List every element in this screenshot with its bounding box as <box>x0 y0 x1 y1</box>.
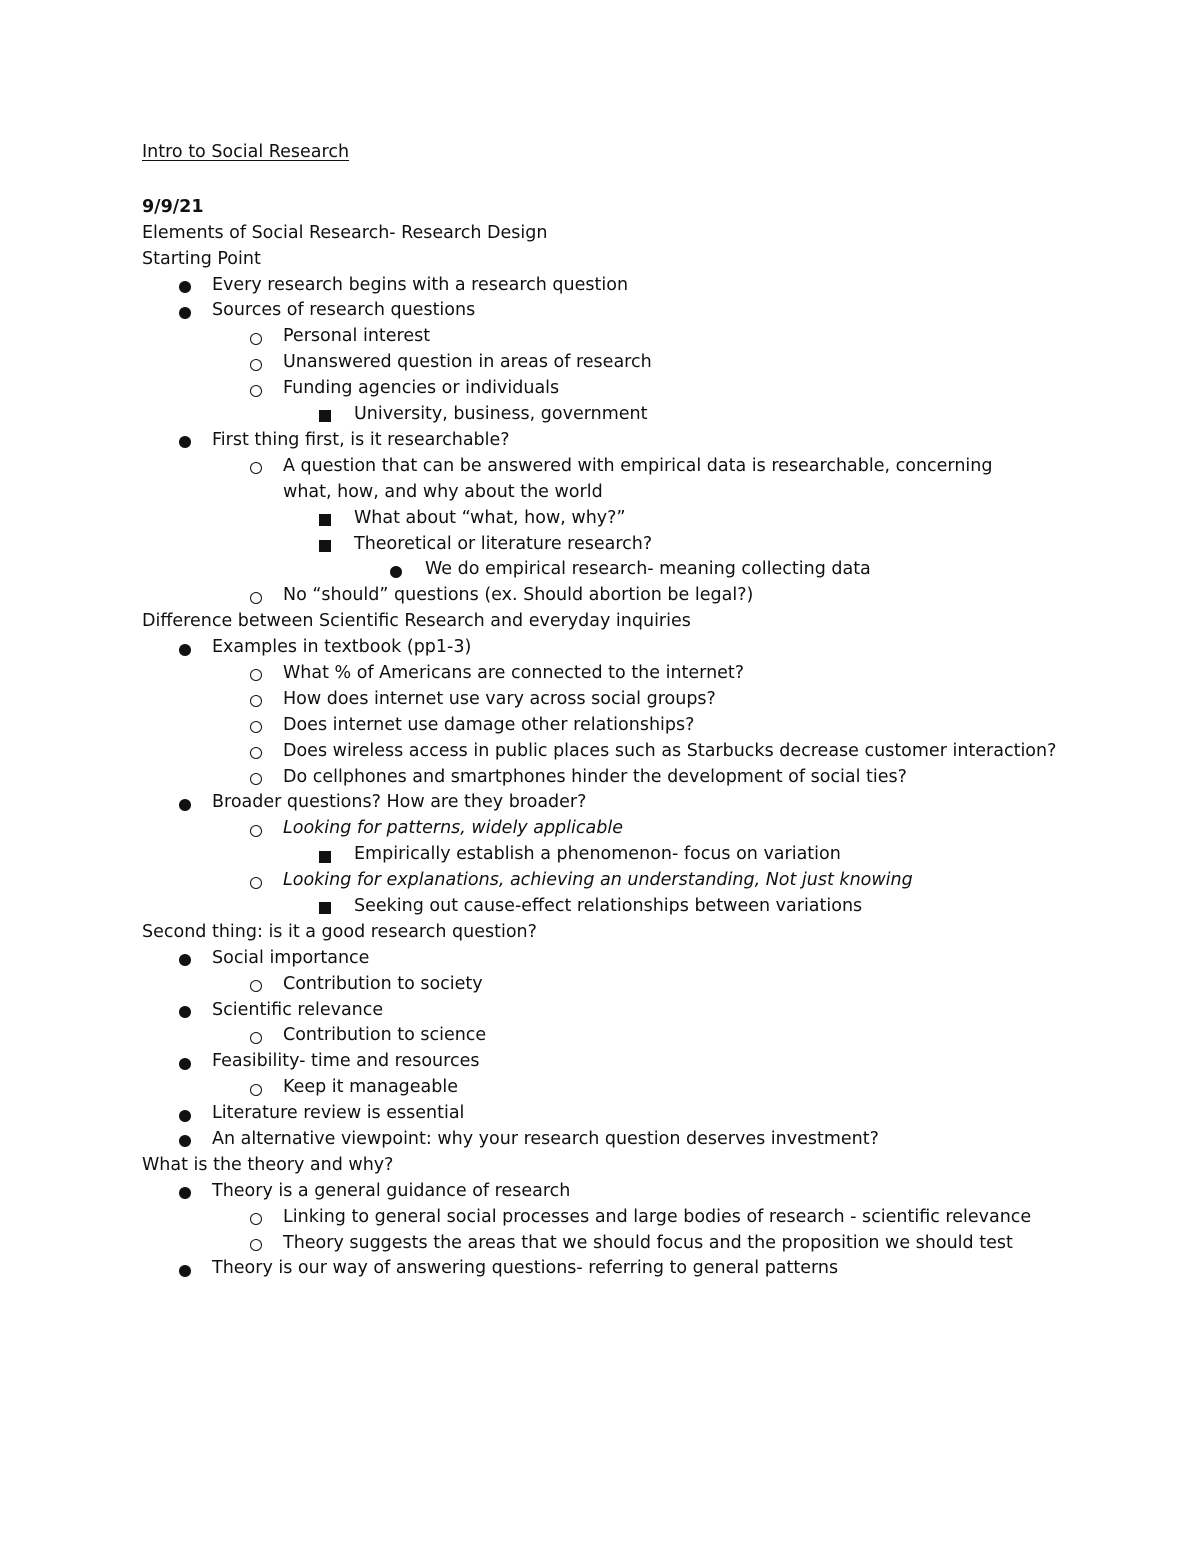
list-item-text: Funding agencies or individuals <box>283 378 560 399</box>
list-item-text: Empirically establish a phenomenon- focus on variation <box>354 844 841 865</box>
hollow-circle-bullet-icon <box>250 376 262 402</box>
list-item-text: Seeking out cause-effect relationships between variations <box>354 895 863 916</box>
list-item <box>142 583 1102 609</box>
list-item-text: Scientific relevance <box>212 999 384 1020</box>
list-item <box>142 661 1102 687</box>
filled-circle-bullet-icon <box>179 635 191 661</box>
list-item-text: Contribution to society <box>283 973 483 994</box>
list-item-text: What % of Americans are connected to the internet? <box>283 662 745 683</box>
filled-circle-bullet-icon <box>179 1049 191 1075</box>
list-item-text: Contribution to science <box>283 1025 487 1046</box>
hollow-circle-bullet-icon <box>250 454 262 480</box>
hollow-circle-bullet-icon <box>250 324 262 350</box>
list-item <box>142 402 1102 428</box>
list-item <box>142 765 1102 791</box>
section-heading: What is the theory and why? <box>142 1154 394 1175</box>
notes-body <box>142 140 1102 1282</box>
filled-circle-bullet-icon <box>179 1101 191 1127</box>
list-item-text: Looking for explanations, achieving an understanding, Not just knowing <box>283 870 913 891</box>
list-item <box>142 687 1102 713</box>
hollow-circle-bullet-icon <box>250 1231 262 1257</box>
filled-circle-bullet-icon <box>390 557 402 583</box>
list-item-text: Theory suggests the areas that we should focus and the proposition we should test <box>283 1232 1013 1253</box>
list-item <box>142 1231 1102 1257</box>
note-date: 9/9/21 <box>142 196 204 217</box>
list-item <box>142 273 1102 299</box>
list-item <box>142 713 1102 739</box>
hollow-circle-bullet-icon <box>250 816 262 842</box>
list-item <box>142 1023 1102 1049</box>
list-item-text: How does internet use vary across social groups? <box>283 688 716 709</box>
list-item <box>142 1256 1102 1282</box>
list-item-text: Linking to general social processes and large bodies of research - scientific relevance <box>283 1206 1032 1227</box>
list-item <box>142 739 1102 765</box>
filled-square-bullet-icon <box>319 506 331 532</box>
section-heading: Elements of Social Research- Research Design <box>142 222 548 243</box>
filled-circle-bullet-icon <box>179 298 191 324</box>
section-heading: Difference between Scientific Research and everyday inquiries <box>142 611 691 632</box>
list-item <box>142 1049 1102 1075</box>
hollow-circle-bullet-icon <box>250 1023 262 1049</box>
filled-square-bullet-icon <box>319 532 331 558</box>
list-item-text: An alternative viewpoint: why your research question deserves investment? <box>212 1128 879 1149</box>
filled-circle-bullet-icon <box>179 1179 191 1205</box>
list-item-text: Keep it manageable <box>283 1077 459 1098</box>
list-item-text: Looking for patterns, widely applicable <box>283 818 623 839</box>
list-item <box>142 1101 1102 1127</box>
list-item-text: We do empirical research- meaning collecting data <box>425 559 871 580</box>
hollow-circle-bullet-icon <box>250 868 262 894</box>
list-item <box>142 1127 1102 1153</box>
hollow-circle-bullet-icon <box>250 350 262 376</box>
list-item-text: Theoretical or literature research? <box>354 533 653 554</box>
document-title: Intro to Social Research <box>142 142 350 162</box>
list-item-text: Feasibility- time and resources <box>212 1051 480 1072</box>
list-item <box>142 376 1102 402</box>
spacer <box>142 166 1102 195</box>
hollow-circle-bullet-icon <box>250 713 262 739</box>
hollow-circle-bullet-icon <box>250 583 262 609</box>
hollow-circle-bullet-icon <box>250 739 262 765</box>
list-item <box>142 557 1102 583</box>
list-item-text: Theory is our way of answering questions- referring to general patterns <box>212 1258 839 1279</box>
list-item-text: Does internet use damage other relationships? <box>283 714 695 735</box>
filled-circle-bullet-icon <box>179 1127 191 1153</box>
filled-square-bullet-icon <box>319 842 331 868</box>
list-item-text: Every research begins with a research question <box>212 274 629 295</box>
list-item-text: Literature review is essential <box>212 1103 465 1124</box>
list-item <box>142 1075 1102 1101</box>
hollow-circle-bullet-icon <box>250 661 262 687</box>
section-heading: Starting Point <box>142 248 261 269</box>
filled-circle-bullet-icon <box>179 428 191 454</box>
filled-circle-bullet-icon <box>179 1256 191 1282</box>
filled-circle-bullet-icon <box>179 946 191 972</box>
section-heading: Second thing: is it a good research question? <box>142 921 537 942</box>
hollow-circle-bullet-icon <box>250 972 262 998</box>
list-item <box>142 946 1102 972</box>
list-item <box>142 790 1102 816</box>
list-item <box>142 972 1102 998</box>
list-item-text: Examples in textbook (pp1-3) <box>212 637 472 658</box>
list-item <box>142 324 1102 350</box>
list-item-text: Does wireless access in public places such as Starbucks decrease customer interaction? <box>283 740 1057 761</box>
list-item-text: Social importance <box>212 947 370 968</box>
list-item-text: Sources of research questions <box>212 300 476 321</box>
list-item-text: No “should” questions (ex. Should abortion be legal?) <box>283 585 754 606</box>
filled-circle-bullet-icon <box>179 273 191 299</box>
hollow-circle-bullet-icon <box>250 765 262 791</box>
hollow-circle-bullet-icon <box>250 1205 262 1231</box>
list-item <box>142 350 1102 376</box>
list-item-text: What about “what, how, why?” <box>354 507 626 528</box>
list-item <box>142 1205 1102 1231</box>
list-item-text: Unanswered question in areas of research <box>283 352 652 373</box>
hollow-circle-bullet-icon <box>250 687 262 713</box>
list-item-text: Do cellphones and smartphones hinder the development of social ties? <box>283 766 907 787</box>
list-item <box>142 428 1102 454</box>
filled-square-bullet-icon <box>319 894 331 920</box>
list-item <box>142 894 1102 920</box>
list-item <box>142 1179 1102 1205</box>
list-item <box>142 868 1102 894</box>
list-item <box>142 635 1102 661</box>
list-item <box>142 842 1102 868</box>
filled-circle-bullet-icon <box>179 790 191 816</box>
hollow-circle-bullet-icon <box>250 1075 262 1101</box>
list-item <box>142 816 1102 842</box>
list-item-text: University, business, government <box>354 404 648 425</box>
list-item-text: Theory is a general guidance of research <box>212 1180 571 1201</box>
filled-square-bullet-icon <box>319 402 331 428</box>
list-item-text: First thing first, is it researchable? <box>212 429 510 450</box>
list-item-text: Personal interest <box>283 326 431 347</box>
list-item <box>142 454 1043 506</box>
list-item <box>142 298 1102 324</box>
filled-circle-bullet-icon <box>179 998 191 1024</box>
list-item-text: Broader questions? How are they broader? <box>212 792 587 813</box>
list-item <box>142 998 1102 1024</box>
list-item-text: A question that can be answered with empirical data is researchable, concerning what, how, and why about the world <box>283 455 993 502</box>
list-item <box>142 532 1102 558</box>
list-item <box>142 506 1102 532</box>
